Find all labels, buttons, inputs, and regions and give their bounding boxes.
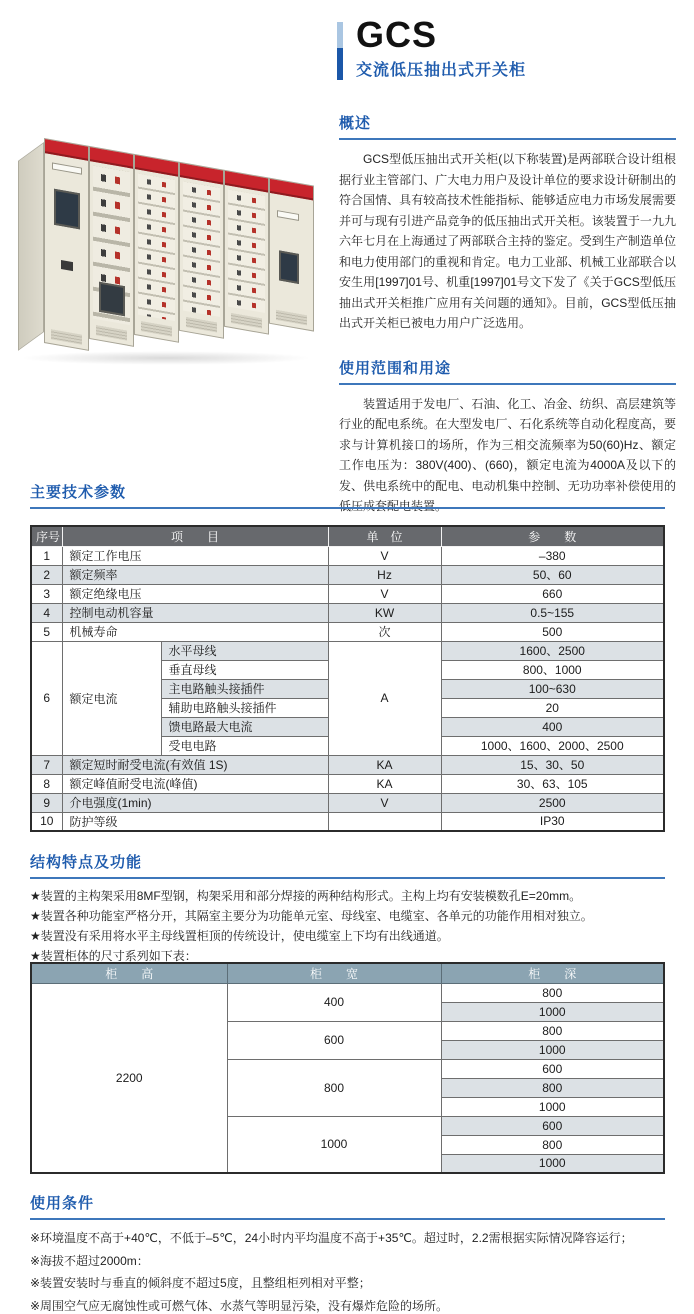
vent-grille (141, 321, 172, 336)
value: 30、63、105 (441, 774, 664, 793)
cabinet-depth: 800 (441, 1135, 664, 1154)
sub-item: 辅助电路触头接插件 (161, 698, 328, 717)
unit: V (328, 546, 441, 565)
table-row (31, 793, 664, 812)
sub-item: 受电电路 (161, 736, 328, 755)
sub-item: 水平母线 (161, 641, 328, 660)
intro-block (18, 112, 676, 517)
accent-bar (337, 22, 343, 80)
row-number: 8 (31, 774, 62, 793)
value: 1600、2500 (441, 641, 664, 660)
row-number: 10 (31, 812, 62, 831)
col-header-item: 项 目 (62, 526, 328, 546)
tech-params-section (30, 481, 665, 832)
tech-params-title: 主要技术参数 (30, 481, 665, 509)
cabinet-width: 600 (227, 1021, 441, 1059)
cabinet-lineup (44, 138, 314, 391)
structure-section (30, 851, 665, 966)
cabinet-depth: 800 (441, 983, 664, 1002)
cabinet-2 (89, 146, 134, 347)
cabinet-width: 400 (227, 983, 441, 1021)
meter-screen (279, 250, 299, 284)
meter-screen (54, 189, 80, 230)
value: 1000、1600、2000、2500 (441, 736, 664, 755)
drawer-units (228, 189, 265, 313)
value: 500 (441, 622, 664, 641)
unit: V (328, 793, 441, 812)
cabinet-4 (179, 162, 224, 339)
col-header-no: 序号 (31, 526, 62, 546)
item: 机械寿命 (62, 622, 328, 641)
unit (328, 812, 441, 831)
cabinet-5 (224, 170, 269, 335)
feature-item: ★装置的主构架采用8MF型钢，构架采用和部分焊接的两种结构形式。主构上均有安装模数孔E=20mm。 (30, 889, 582, 903)
unit: 次 (328, 622, 441, 641)
row-number: 6 (31, 641, 62, 755)
table-row (31, 963, 664, 983)
accent-bar-dark (337, 48, 343, 80)
condition-item: ※装置安装时与垂直的倾斜度不超过5度，且整组柜列相对平整； (30, 1276, 371, 1290)
col-header-1: 柜 宽 (227, 963, 441, 983)
item: 控制电动机容量 (62, 603, 328, 622)
sub-item: 主电路触头接插件 (161, 679, 328, 698)
cabinet-height: 2200 (31, 983, 227, 1173)
cabinet-depth: 600 (441, 1116, 664, 1135)
condition-list (30, 1227, 665, 1314)
switchgear-product-photo (18, 112, 320, 367)
item: 额定短时耐受电流(有效值 1S) (62, 755, 328, 774)
product-name-subtitle: 交流低压抽出式开关柜 (356, 62, 527, 79)
condition-item: ※海拔不超过2000m： (30, 1253, 149, 1268)
row-number: 1 (31, 546, 62, 565)
row-number: 9 (31, 793, 62, 812)
condition-item: ※周围空气应无腐蚀性或可燃气体、水蒸气等明显污染，没有爆炸危险的场所。 (30, 1298, 449, 1313)
overview-title: 概述 (339, 112, 676, 140)
value: 100~630 (441, 679, 664, 698)
cabinet-depth: 800 (441, 1078, 664, 1097)
overview-paragraph: GCS型低压抽出式开关柜(以下称装置)是两部联合设计组根据行业主管部门、广大电力用户及设计单位的要求设计研制出的符合国情、具有较高技术性能指标、能够适应电力市场发展需要并可与现有引进产品竞争的低压抽出式开关柜。该装置于一九九六年七月在上海通过了两部联合主持的鉴定。受到生产制造单位和电力使用部门的重视和肯定。电力工业部、机械工业部联合以安生用[1997]01号、机重[1997]01号文下发了《关于GCS型低压抽出式开关柜推广应用有关问题的通知》。目前，GCS型低压抽出式开关柜已被电力用户广泛选用。 (339, 152, 676, 330)
feature-item: ★装置各种功能室严格分开，其隔室主要分为功能单元室、母线室、电缆室、各单元的功能作用相对独立。 (30, 909, 593, 923)
conditions-title: 使用条件 (30, 1192, 665, 1220)
value: 660 (441, 584, 664, 603)
product-model-title: GCS (356, 14, 438, 55)
value: 800、1000 (441, 660, 664, 679)
structure-title: 结构特点及功能 (30, 851, 665, 879)
table-row (31, 603, 664, 622)
drawer-units (138, 174, 175, 322)
cabinet-6 (269, 178, 314, 332)
vent-grille (96, 325, 127, 340)
table-row (31, 812, 664, 831)
condition-item: ※环境温度不高于+40℃，不低于–5℃，24小时内平均温度不高于+35℃。超过时，2.2需根据实际情况降容运行； (30, 1231, 633, 1245)
cabinet-depth: 1000 (441, 1002, 664, 1021)
accent-bar-light (337, 22, 343, 48)
vent-grille (51, 329, 82, 344)
value: 400 (441, 717, 664, 736)
table-row (31, 622, 664, 641)
cabinet-depth: 800 (441, 1021, 664, 1040)
item: 防护等级 (62, 812, 328, 831)
scope-title: 使用范围和用途 (339, 357, 676, 385)
value: 20 (441, 698, 664, 717)
row-number: 4 (31, 603, 62, 622)
cabinet-width: 1000 (227, 1116, 441, 1173)
overview-section (339, 112, 676, 334)
table-row (31, 565, 664, 584)
item: 额定频率 (62, 565, 328, 584)
item: 额定绝缘电压 (62, 584, 328, 603)
params-table (30, 525, 665, 832)
cabinet-depth: 600 (441, 1059, 664, 1078)
scope-paragraph: 装置适用于发电厂、石油、化工、冶金、纺织、高层建筑等行业的配电系统。在大型发电厂、石化系统等自动化程度高，要求与计算机接口的场所，作为三相交流频率为50(60)Hz、额定工作电压为：380V(400)、(660)，额定电流为4000A及以下的发、供电系统中的配电、电动机集中控制、无功功率补偿使用的低压成套配电装置。 (339, 396, 676, 513)
intro-text-column (339, 112, 676, 517)
col-header-0: 柜 高 (31, 963, 227, 983)
row-number: 3 (31, 584, 62, 603)
table-row (31, 641, 664, 660)
item: 额定工作电压 (62, 546, 328, 565)
drawer-units (183, 182, 220, 318)
brand-header (337, 16, 526, 80)
cabinet-side-panel (18, 142, 44, 351)
row-number: 5 (31, 622, 62, 641)
col-header-2: 柜 深 (441, 963, 664, 983)
item: 介电强度(1min) (62, 793, 328, 812)
table-row (31, 584, 664, 603)
conditions-section (30, 1192, 665, 1314)
brand-text (356, 16, 526, 80)
sub-item: 垂直母线 (161, 660, 328, 679)
vent-grille (276, 310, 307, 325)
table-row (31, 546, 664, 565)
feature-item: ★装置柜体的尺寸系列如下表： (30, 949, 197, 963)
table-row (31, 526, 664, 546)
item-group: 额定电流 (62, 641, 161, 755)
vent-grille (186, 317, 217, 332)
feature-item: ★装置没有采用将水平主母线置柜顶的传统设计，使电缆室上下均有出线通道。 (30, 929, 449, 943)
unit: KW (328, 603, 441, 622)
table-row (31, 755, 664, 774)
sub-item: 馈电路最大电流 (161, 717, 328, 736)
unit: Hz (328, 565, 441, 584)
table-row (31, 983, 664, 1002)
indicator-lights (277, 210, 299, 221)
size-table (30, 962, 665, 1174)
unit: V (328, 584, 441, 603)
breaker-screen (99, 282, 125, 317)
cabinet-depth: 1000 (441, 1040, 664, 1059)
feature-list (30, 886, 665, 966)
value: 2500 (441, 793, 664, 812)
indicator-lights (52, 162, 82, 174)
cabinet-width: 800 (227, 1059, 441, 1116)
row-number: 7 (31, 755, 62, 774)
cabinet-depth: 1000 (441, 1097, 664, 1116)
cabinet-1 (44, 138, 89, 351)
cabinet-3 (134, 154, 179, 343)
unit: KA (328, 755, 441, 774)
vent-grille (231, 313, 262, 328)
value: 15、30、50 (441, 755, 664, 774)
col-header-unit: 单 位 (328, 526, 441, 546)
col-header-value: 参 数 (441, 526, 664, 546)
item: 额定峰值耐受电流(峰值) (62, 774, 328, 793)
value: 50、60 (441, 565, 664, 584)
value: 0.5~155 (441, 603, 664, 622)
cabinet-depth: 1000 (441, 1154, 664, 1173)
value: –380 (441, 546, 664, 565)
unit: A (328, 641, 441, 755)
value: IP30 (441, 812, 664, 831)
switch-handle (61, 260, 73, 271)
row-number: 2 (31, 565, 62, 584)
unit: KA (328, 774, 441, 793)
table-row (31, 774, 664, 793)
size-table-block (30, 962, 665, 1174)
